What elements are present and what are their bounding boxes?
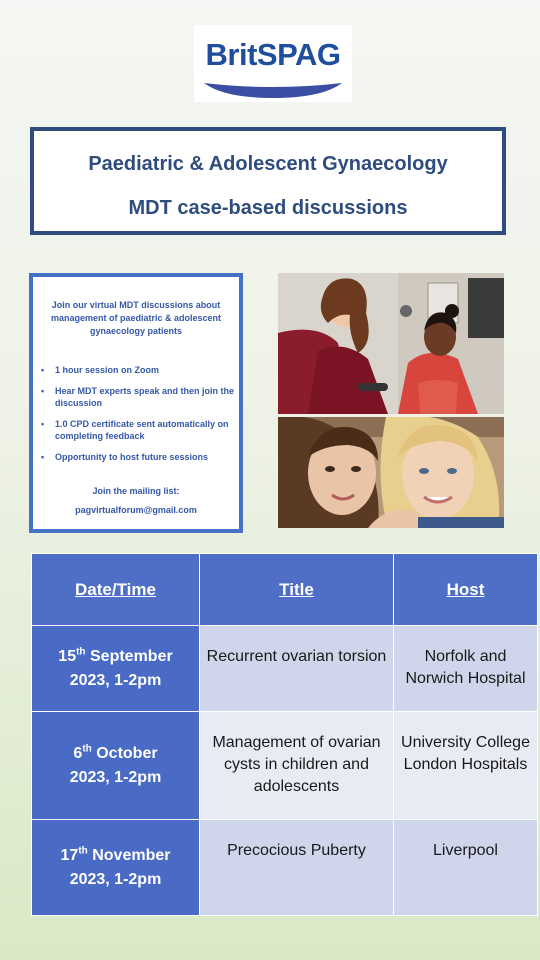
session-schedule-table xyxy=(31,553,538,916)
session-title: Precocious Puberty xyxy=(200,820,394,916)
column-header-title: Title xyxy=(200,554,394,626)
table-row xyxy=(32,820,538,916)
title-heading: Paediatric & Adolescent Gynaecology xyxy=(88,153,448,175)
session-host: University College London Hospitals xyxy=(394,712,538,820)
session-title: Management of ovarian cysts in children and adolescents xyxy=(200,712,394,820)
title-box xyxy=(30,127,506,235)
bullet-text: 1 hour session on Zoom xyxy=(55,365,160,375)
session-title: Recurrent ovarian torsion xyxy=(200,626,394,712)
list-item xyxy=(39,364,235,376)
bullet-text: 1.0 CPD certificate sent automatically on completing feedback xyxy=(55,419,229,441)
mailing-list-label: Join the mailing list: xyxy=(92,486,180,496)
bullet-text: Opportunity to host future sessions xyxy=(55,452,209,462)
table-header-row xyxy=(32,554,538,626)
session-date: 15th September 2023, 1-2pm xyxy=(32,626,200,712)
bullet-icon: • xyxy=(41,365,45,375)
table-row xyxy=(32,626,538,712)
logo-swoosh-icon xyxy=(202,81,344,99)
table-row xyxy=(32,712,538,820)
info-box xyxy=(29,273,243,533)
bullet-icon: • xyxy=(41,452,45,462)
bullet-icon: • xyxy=(41,386,45,396)
session-host: Liverpool xyxy=(394,820,538,916)
bullet-text: Hear MDT experts speak and then join the discussion xyxy=(55,386,235,408)
list-item xyxy=(39,418,235,442)
clinic-photo xyxy=(278,273,504,414)
title-subheading: MDT case-based discussions xyxy=(128,197,408,219)
britspag-logo xyxy=(194,25,352,102)
session-host: Norfolk and Norwich Hospital xyxy=(394,626,538,712)
session-date: 6th October 2023, 1-2pm xyxy=(32,712,200,820)
logo-text: BritSPAG xyxy=(205,37,341,72)
list-item xyxy=(39,385,235,409)
list-item xyxy=(39,451,235,463)
mailing-email-link[interactable]: pagvirtualforum@gmail.com xyxy=(75,505,197,515)
mother-daughter-photo xyxy=(278,417,504,528)
session-date: 17th November 2023, 1-2pm xyxy=(32,820,200,916)
bullet-icon: • xyxy=(41,419,45,429)
info-intro: Join our virtual MDT discussions about management of paediatric & adolescent gynaecology patients xyxy=(50,300,222,336)
column-header-host: Host xyxy=(394,554,538,626)
info-bullet-list xyxy=(39,364,235,472)
column-header-date-time: Date/Time xyxy=(32,554,200,626)
